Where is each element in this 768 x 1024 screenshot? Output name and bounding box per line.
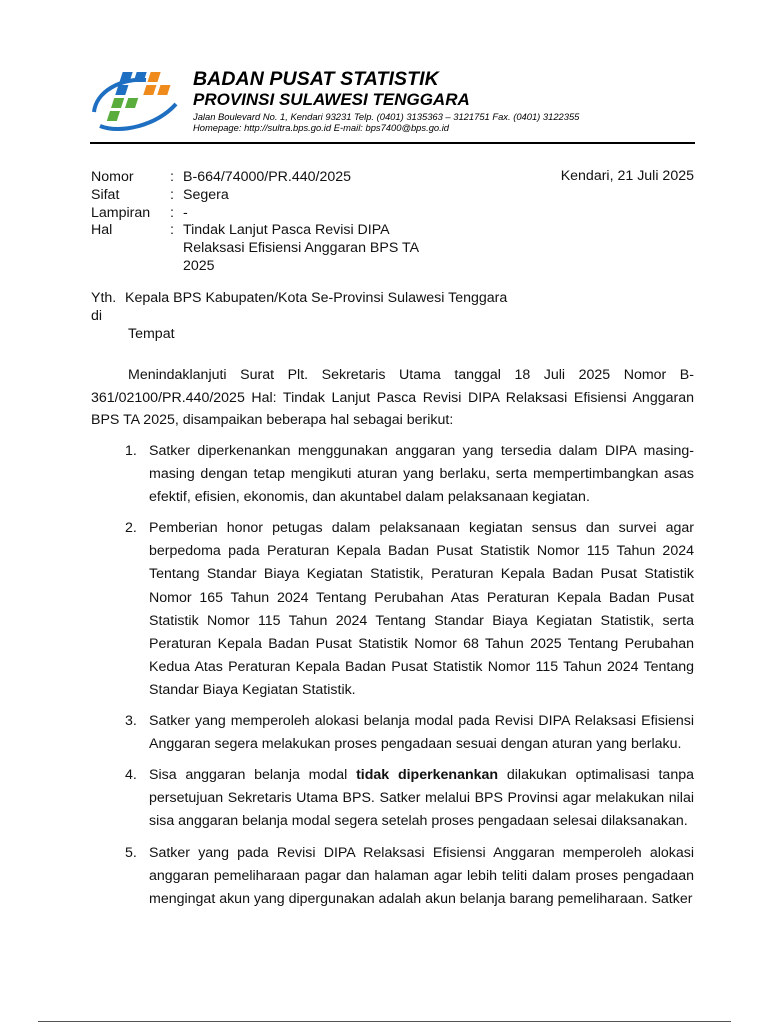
meta-label: Sifat xyxy=(91,187,120,203)
list-item-text-tail: dilakukan optimalisasi tanpa persetujuan Sekretaris Utama BPS. Satker melalui BPS Provinsi agar melakukan nilai sisa anggaran belanja modal segera setelah proses pengadaan selesai dilaksanakan. xyxy=(149,767,694,830)
meta-label: Hal xyxy=(91,222,113,238)
meta-label: Lampiran xyxy=(91,205,151,221)
org-address: Jalan Boulevard No. 1, Kendari 93231 Telp. (0401) 3135363 – 3121751 Fax. (0401) 3122355 xyxy=(193,111,580,122)
letter-date: Kendari, 21 Juli 2025 xyxy=(560,168,694,184)
list-item-text: Satker yang memperoleh alokasi belanja modal pada Revisi DIPA Relaksasi Efisiensi Anggaran segera melakukan proses pengadaan sesuai dengan aturan yang berlaku. xyxy=(149,713,694,753)
org-subtitle: PROVINSI SULAWESI TENGGARA xyxy=(193,90,470,109)
list-number: 5. xyxy=(125,844,137,861)
list-item xyxy=(91,517,694,702)
header-divider xyxy=(90,142,695,144)
recipient-di: di xyxy=(91,308,103,324)
meta-label: Nomor xyxy=(91,169,134,185)
meta-colon: : xyxy=(170,205,174,221)
list-item xyxy=(91,440,694,509)
meta-value: Relaksasi Efisiensi Anggaran BPS TA xyxy=(183,240,420,256)
intro-paragraph: Menindaklanjuti Surat Plt. Sekretaris Utama tanggal 18 Juli 2025 Nomor B-361/02100/PR.440/2025 Hal: Tindak Lanjut Pasca Revisi DIPA Relaksasi Efisiensi Anggaran BPS TA 2025, disampaikan beberapa hal sebagai berikut: xyxy=(91,367,694,429)
meta-value: Segera xyxy=(183,187,229,203)
recipient-salutation: Yth. xyxy=(91,290,117,306)
page-bottom-edge xyxy=(38,1021,731,1022)
list-item xyxy=(91,764,694,833)
meta-colon: : xyxy=(170,169,174,185)
org-name: BADAN PUSAT STATISTIK xyxy=(193,68,439,90)
meta-value: - xyxy=(183,205,188,221)
list-item-text: Satker diperkenankan menggunakan anggaran yang tersedia dalam DIPA masing-masing dengan tetap mengikuti aturan yang berlaku, serta mempertimbangkan asas efektif, efisien, ekonomis, dan akuntabel dalam pelaksanaan kegiatan. xyxy=(149,443,694,506)
list-number: 3. xyxy=(125,713,137,730)
meta-colon: : xyxy=(170,222,174,238)
list-number: 4. xyxy=(125,767,137,784)
meta-value: 2025 xyxy=(183,258,215,274)
list-item xyxy=(91,842,694,911)
recipient-place: Tempat xyxy=(128,326,175,342)
bps-logo-icon xyxy=(90,68,186,138)
meta-colon: : xyxy=(170,187,174,203)
list-item xyxy=(91,710,694,756)
list-number: 1. xyxy=(125,443,137,459)
meta-value: Tindak Lanjut Pasca Revisi DIPA xyxy=(183,222,390,238)
emphasis-text: tidak diperkenankan xyxy=(356,767,499,784)
list-number: 2. xyxy=(125,520,137,537)
org-contact: Homepage: http://sultra.bps.go.id E-mail: bps7400@bps.go.id xyxy=(193,122,450,133)
recipient-name: Kepala BPS Kabupaten/Kota Se-Provinsi Sulawesi Tenggara xyxy=(125,290,508,306)
list-item-text: Pemberian honor petugas dalam pelaksanaan kegiatan sensus dan survei agar berpedoma pada Peraturan Kepala Badan Pusat Statistik Nomor 115 Tahun 2024 Tentang Standar Biaya Kegiatan Statistik, Peraturan Kepala Badan Pusat Statistik Nomor 165 Tahun 2024 Tentang Perubahan Atas Peraturan Kepala Badan Pusat Statistik Nomor 115 Tahun 2024 Tentang Standar Biaya Kegiatan Statistik, serta Peraturan Kepala Badan Pusat Statistik Nomor 68 Tahun 2025 Tentang Perubahan Kedua Atas Peraturan Kepala Badan Pusat Statistik Nomor 115 Tahun 2024 Tentang Standar Biaya Kegiatan Statistik. xyxy=(149,520,694,698)
list-item-text: Satker yang pada Revisi DIPA Relaksasi Efisiensi Anggaran memperoleh alokasi anggaran pemeliharaan pagar dan halaman agar lebih teliti dalam proses pengadaan mengingat akun yang dipergunakan adalah akun belanja barang pemeliharaan. Satker xyxy=(149,844,694,907)
meta-value: B-664/74000/PR.440/2025 xyxy=(183,169,352,185)
instruction-list xyxy=(91,440,694,911)
list-item-text-lead: Sisa anggaran belanja modal xyxy=(149,767,357,784)
